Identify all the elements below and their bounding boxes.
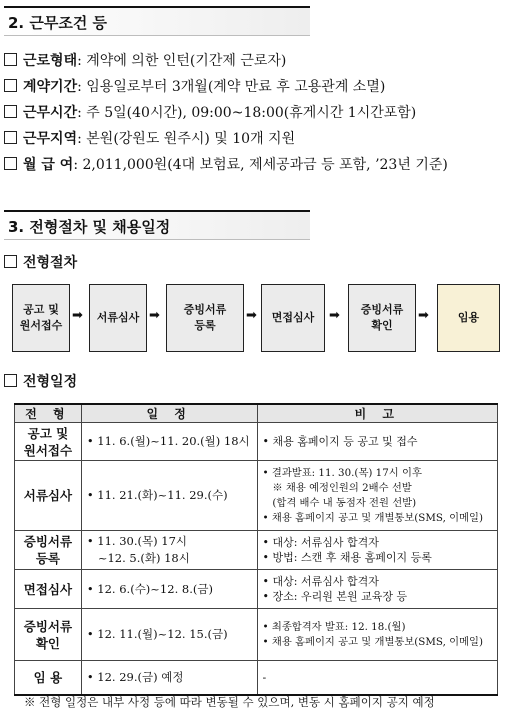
condition-label: 근무시간 — [23, 105, 78, 121]
schedule-cell: • 11. 6.(월)~11. 20.(월) 18시 — [81, 423, 257, 461]
notes-cell: • 대상: 서류심사 합격자 • 방법: 스캔 후 채용 홈페이지 등록 — [257, 531, 497, 570]
condition-separator: : — [77, 105, 82, 121]
condition-separator: : — [77, 131, 82, 147]
notes-cell: • 최종합격자 발표: 12. 18.(월) • 채용 홈페이지 공고 및 개별통보(SMS, 이메일) — [257, 609, 497, 661]
procedure-heading — [4, 252, 77, 272]
stage-cell: 서류심사 — [15, 461, 82, 531]
schedule-cell: • 12. 29.(금) 예정 — [81, 661, 257, 695]
checkbox-square-icon — [4, 374, 17, 387]
flow-step-document-review: 서류심사 — [89, 284, 147, 352]
arrow-right-icon: ➡ — [246, 308, 257, 323]
column-header-schedule: 일 정 — [81, 404, 257, 423]
condition-separator: : — [77, 79, 82, 95]
arrow-right-icon: ➡ — [149, 308, 160, 323]
section-2-header — [4, 6, 310, 36]
flow-step-evidence-registration: 증빙서류 등록 — [166, 284, 244, 352]
condition-separator: : — [73, 157, 79, 173]
table-row — [15, 423, 498, 461]
condition-item-work-location — [4, 128, 295, 148]
schedule-table — [14, 403, 498, 696]
schedule-cell: • 11. 21.(화)~11. 29.(수) — [81, 461, 257, 531]
arrow-right-icon: ➡ — [418, 308, 429, 323]
stage-cell: 증빙서류 확인 — [15, 609, 82, 661]
checkbox-square-icon — [4, 255, 17, 268]
section-2-title: 2. 근무조건 등 — [8, 14, 108, 32]
notes-cell: • 대상: 서류심사 합격자 • 장소: 우리원 본원 교육장 등 — [257, 570, 497, 609]
notes-cell: • 채용 홈페이지 등 공고 및 접수 — [257, 423, 497, 461]
condition-separator: : — [77, 53, 82, 69]
schedule-cell: • 12. 6.(수)~12. 8.(금) — [81, 570, 257, 609]
condition-value: 본원(강원도 원주시) 및 10개 지원 — [81, 131, 296, 147]
table-row — [15, 609, 498, 661]
table-header-row — [15, 404, 498, 423]
flow-step-appointment: 임용 — [437, 284, 500, 352]
checkbox-square-icon — [4, 157, 17, 170]
schedule-cell: • 12. 11.(월)~12. 15.(금) — [81, 609, 257, 661]
column-header-notes: 비 고 — [257, 404, 497, 423]
section-3-title: 3. 전형절차 및 채용일정 — [8, 218, 171, 236]
arrow-right-icon: ➡ — [329, 308, 340, 323]
checkbox-square-icon — [4, 131, 17, 144]
checkbox-square-icon — [4, 105, 17, 118]
stage-cell: 임 용 — [15, 661, 82, 695]
condition-value: 계약에 의한 인턴(기간제 근로자) — [81, 53, 287, 69]
flow-step-interview: 면접심사 — [261, 284, 325, 352]
notes-cell: • 결과발표: 11. 30.(목) 17시 이후 ※ 채용 예정인원의 2배수 선발 (합격 배수 내 동점자 전원 선발) • 채용 홈페이지 공고 및 개별통보(SMS, 이메일) — [257, 461, 497, 531]
flow-step-evidence-check: 증빙서류 확인 — [348, 284, 416, 352]
condition-item-work-hours — [4, 102, 416, 122]
stage-cell: 증빙서류 등록 — [15, 531, 82, 570]
condition-value: 2,011,000원(4대 보험료, 제세공과금 등 포함, ’23년 기준) — [78, 157, 448, 173]
checkbox-square-icon — [4, 79, 17, 92]
schedule-heading — [4, 371, 77, 391]
stage-cell: 공고 및 원서접수 — [15, 423, 82, 461]
condition-label: 월 급 여 — [23, 157, 74, 173]
condition-label: 계약기간 — [23, 79, 78, 95]
condition-value: 임용일로부터 3개월(계약 만료 후 고용관계 소멸) — [81, 79, 386, 95]
table-row — [15, 570, 498, 609]
section-3-header — [4, 210, 310, 240]
condition-value: 주 5일(40시간), 09:00~18:00(휴게시간 1시간포함) — [81, 105, 417, 121]
procedure-heading-label: 전형절차 — [23, 255, 78, 271]
schedule-heading-label: 전형일정 — [23, 374, 78, 390]
condition-label: 근로형태 — [23, 53, 78, 69]
table-row — [15, 531, 498, 570]
flow-step-announcement: 공고 및 원서접수 — [12, 284, 70, 352]
notes-cell: - — [257, 661, 497, 695]
condition-item-work-type — [4, 50, 286, 70]
schedule-cell: • 11. 30.(목) 17시 ~12. 5.(화) 18시 — [81, 531, 257, 570]
condition-label: 근무지역 — [23, 131, 78, 147]
column-header-stage: 전 형 — [15, 404, 82, 423]
stage-cell: 면접심사 — [15, 570, 82, 609]
checkbox-square-icon — [4, 53, 17, 66]
condition-item-contract-period — [4, 76, 385, 96]
table-row — [15, 461, 498, 531]
schedule-footnote: ※ 전형 일정은 내부 사정 등에 따라 변동될 수 있으며, 변동 시 홈페이지 공지 예정 — [24, 695, 435, 709]
arrow-right-icon: ➡ — [72, 308, 83, 323]
table-row — [15, 661, 498, 695]
condition-item-salary — [4, 154, 448, 174]
